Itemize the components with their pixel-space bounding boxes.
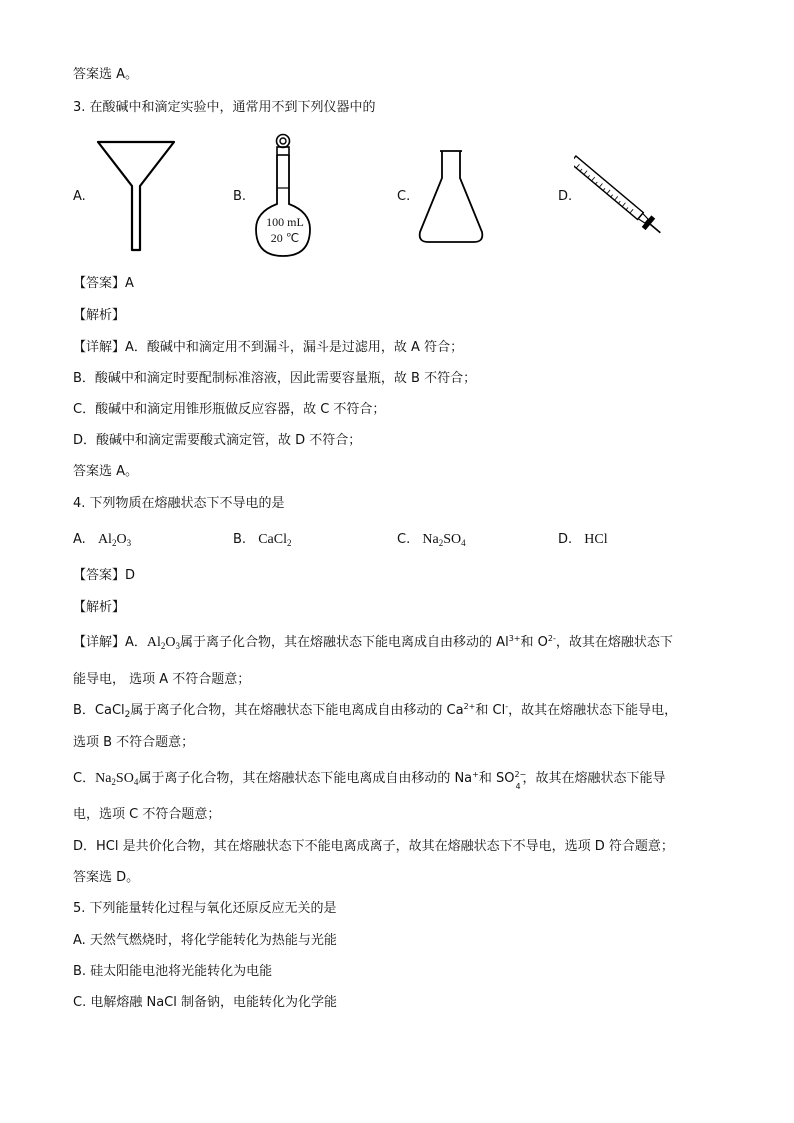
funnel-figure [96, 138, 178, 253]
q4-option-a-sub-2: 3 [126, 538, 132, 548]
q4-detail-a-formula-2: O [165, 635, 176, 650]
q4-option-c-label: C. [397, 532, 411, 547]
q4-answer-value: D [125, 568, 136, 583]
question-5-stem: 5. 下列能量转化过程与氧化还原反应无关的是 [73, 901, 337, 916]
q3-detail-a-row [73, 339, 463, 357]
q4-detail-c-prefix: C． [73, 771, 96, 786]
q4-final-answer: 答案选 D。 [73, 870, 140, 885]
q4-option-c [397, 531, 466, 549]
q4-detail-a-sub-2: 3 [175, 641, 181, 651]
q4-detail-a-mid: 属于离子化合物，其在熔融状态下能电离成自由移动的 Al [180, 635, 509, 650]
q3-answer-row [73, 275, 134, 293]
q5-option-a: A. 天然气燃烧时，将化学能转化为热能与光能 [73, 933, 337, 948]
q4-detail-c-mid: 属于离子化合物，其在熔融状态下能电离成自由移动的 Na [138, 771, 473, 786]
q3-detail-b: B．酸碱中和滴定时要配制标准溶液，因此需要容量瓶，故 B 不符合； [73, 371, 477, 386]
q4-option-b [233, 531, 291, 549]
q4-option-a-formula-2: O [116, 532, 127, 547]
q4-detail-c-and: 和 SO [478, 771, 515, 786]
q4-detail-b-line2: 选项 B 不符合题意； [73, 735, 195, 750]
q4-detail-a-line2: 能导电， 选项 A 不符合题意； [73, 672, 251, 687]
q4-option-a-label: A. [73, 532, 86, 547]
q4-detail-a-sup-2: 2- [547, 634, 556, 643]
q4-detail-c-sub-2: 4 [133, 777, 139, 787]
answer-line-prev: 答案选 A。 [73, 67, 139, 82]
q4-detail-label: 【详解】 [73, 635, 126, 650]
q3-answer-label: 【答案】 [73, 276, 126, 291]
q4-option-a-sub-1: 2 [111, 538, 117, 548]
question-4-stem: 4. 下列物质在熔融状态下不导电的是 [73, 496, 285, 511]
q4-detail-b-sup-1: 2+ [463, 702, 476, 711]
q3-answer-value: A [125, 276, 134, 291]
q4-detail-a-and: 和 O [520, 635, 548, 650]
q4-detail-b-end: ，故其在熔融状态下能导电， [508, 703, 678, 718]
q4-analysis-label: 【解析】 [73, 600, 126, 615]
q4-detail-c-end: ，故其在熔融状态下能导 [522, 771, 666, 786]
q3-option-d-label: D. [558, 189, 573, 204]
burette-figure [574, 143, 670, 249]
q4-answer-row [73, 567, 135, 585]
q3-option-a-label: A. [73, 189, 86, 204]
q4-detail-b-and: 和 Cl [475, 703, 506, 718]
q4-option-c-formula-2: SO [443, 532, 462, 547]
q4-detail-b-mid: 属于离子化合物，其在熔融状态下能电离成自由移动的 Ca [130, 703, 464, 718]
q4-detail-c-formula-2: SO [115, 771, 134, 786]
q4-detail-a-formula-1: Al [146, 635, 161, 650]
q4-detail-c-sup-2: 2− [514, 770, 527, 779]
q4-detail-c-line2: 电，选项 C 不符合题意； [73, 807, 221, 822]
q3-detail-a: A．酸碱中和滴定用不到漏斗，漏斗是过滤用，故 A 符合； [125, 340, 464, 355]
q5-option-b: B. 硅太阳能电池将光能转化为电能 [73, 964, 273, 979]
q4-option-b-formula: CaCl [258, 532, 287, 547]
q4-detail-c-sup-1: + [472, 770, 479, 779]
q4-option-a [73, 531, 131, 549]
q3-detail-d: D．酸碱中和滴定需要酸式滴定管，故 D 不符合； [73, 433, 362, 448]
q4-answer-label: 【答案】 [73, 568, 126, 583]
q4-option-c-sub-1: 2 [438, 538, 444, 548]
q4-detail-b [73, 702, 677, 720]
q4-option-d [558, 531, 608, 549]
q4-detail-c-sub-1: 2 [111, 777, 116, 787]
q4-detail-d: D．HCl 是共价化合物，其在熔融状态下不能电离成离子，故其在熔融状态下不导电，选项 D 符合题意； [73, 839, 674, 854]
q4-detail-a-end: ，故其在熔融状态下 [555, 635, 673, 650]
q4-detail-b-prefix: B．CaCl [73, 703, 125, 718]
conical-flask-figure [414, 148, 488, 246]
q4-option-b-label: B. [233, 532, 247, 547]
q3-detail-c: C．酸碱中和滴定用锥形瓶做反应容器，故 C 不符合； [73, 402, 386, 417]
q4-option-c-sub-2: 4 [461, 538, 466, 548]
q5-option-c: C. 电解熔融 NaCl 制备钠，电能转化为化学能 [73, 995, 337, 1010]
q3-option-b-label: B. [233, 189, 247, 204]
q4-detail-c [73, 770, 666, 791]
flask-volume-label: 100 mL [266, 215, 304, 229]
q3-analysis-label: 【解析】 [73, 308, 126, 323]
q4-detail-c-sub-2b: 4 [515, 782, 521, 791]
q4-detail-a-prefix: A． [125, 635, 147, 650]
volumetric-flask-figure [252, 132, 314, 260]
q4-option-d-formula: HCl [584, 532, 608, 547]
q4-detail-a [73, 634, 673, 652]
q4-option-c-formula-1: Na [422, 532, 439, 547]
q4-detail-b-sub: 2 [124, 710, 131, 720]
q4-detail-c-formula-1: Na [95, 771, 112, 786]
q4-detail-a-sub-1: 2 [160, 641, 166, 651]
q4-option-a-formula-1: Al [97, 532, 112, 547]
q3-final-answer: 答案选 A。 [73, 464, 139, 479]
question-3-stem: 3. 在酸碱中和滴定实验中，通常用不到下列仪器中的 [73, 100, 376, 115]
q4-option-d-label: D. [558, 532, 573, 547]
q3-detail-label: 【详解】 [73, 340, 126, 355]
q3-option-c-label: C. [397, 189, 411, 204]
flask-temperature-label: 20 ℃ [270, 231, 300, 245]
q4-option-b-sub: 2 [286, 538, 292, 548]
q4-detail-b-sup-2: - [505, 702, 509, 711]
q4-detail-a-sup-1: 3+ [508, 634, 521, 643]
